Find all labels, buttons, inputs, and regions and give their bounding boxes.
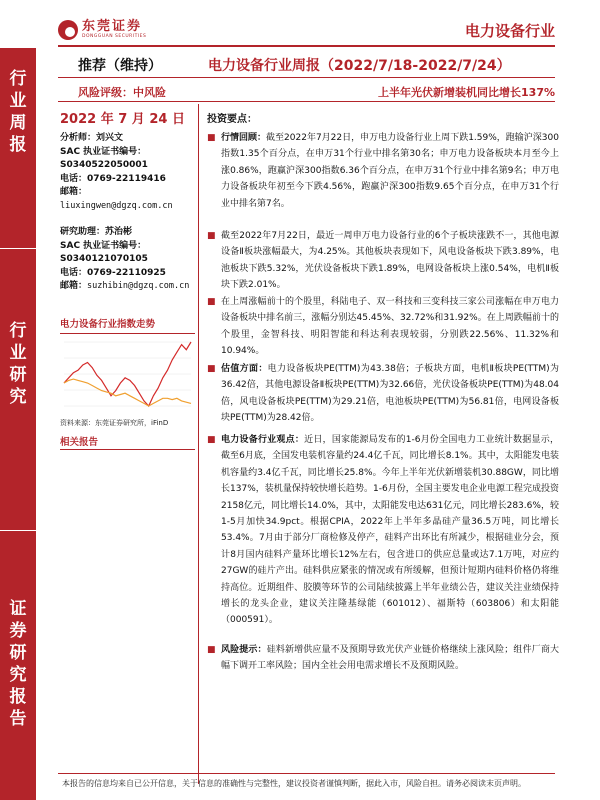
title-divider [58,77,555,78]
key-point-stocks [207,294,559,360]
chart-title: 电力设备行业指数走势 [60,319,156,330]
key-point-valuation [207,361,559,427]
page-header [0,0,600,48]
report-date: 2022 年 7 月 24 日 [60,112,185,127]
sidebar [0,48,36,800]
logo-name-en: DONGGUAN SECURITIES [82,34,147,40]
bullet-icon: ■ [207,435,216,445]
sidebar-section-weekly [0,68,36,156]
sidebar-char: 周 [9,113,27,133]
point-text: 截至2022年7月22日，申万电力设备行业上周下跌1.59%，跑输沪深300指数1.35个百分点，在申万31个行业中排名第30名；申万电力设备板块本月至今上涨0.86%，跑赢沪深300指数6.36个百分点，在申万31个行业中排名第9名；申万电力设备板块年初至今下跌4.56%，跑赢沪深300指数9.65个百分点，在申万31个行业中排名第7名。 [221,133,559,209]
company-logo [58,20,146,40]
index-trend-chart [60,336,195,414]
point-text: 近日，国家能源局发布的1-6月份全国电力工业统计数据显示，截至6月底，全国发电装机容量约24.4亿千瓦，同比增长8.1%。其中，太阳能发电装机容量约3.4亿千瓦，同比增长25.8%。今年上半年光伏新增装机30.88GW，同比增长137%，装机量保持较快增长趋势。1-6月份，全国主要发电企业电源工程完成投资2158亿元，同比增长14.0%，其中，太阳能发电达631亿元，同比增长283.6%，较1-5月加快34.9pct。根据CPIA，2022年上半年多晶硅产量36.5万吨，同比增长53.4%。7月由于部分厂商检修及停产，硅料产出环比有所减少，根据硅业分会，预计8月国内硅料产量环比增长12%左右，包含进口的供应总量或达7.1万吨，对应约27GW的硅片产出。硅料供应紧张的情况或有所缓解，但预计短期内硅料价格仍将维持高位。近期组件、胶膜等环节的公司陆续披露上半年业绩公告，建议关注业绩保持增长的龙头企业，建议关注隆基绿能（601012）、福斯特（603806）和太阳能（000591）。 [221,435,559,626]
analyst-cert: S0340522050001 [60,160,148,170]
analyst-email-label: 邮箱： [60,187,88,197]
report-subtitle: 上半年光伏新增装机同比增长137% [378,86,555,99]
bullet-icon: ■ [207,231,216,241]
sidebar-char: 行 [9,321,27,341]
key-point-risk [207,642,559,675]
bullet-icon: ■ [207,297,216,307]
sidebar-char: 究 [9,387,27,407]
header-divider [58,45,555,47]
related-reports-title: 相关报告 [60,437,99,448]
bullet-icon: ■ [207,133,216,143]
key-point-industry-view [207,432,559,629]
footer-disclaimer: 本报告的信息均来自已公开信息，关于信息的准确性与完整性，建议投资者谨慎判断，据此入市，风险自担。请务必阅读末页声明。 [62,779,526,788]
point-text: 硅料新增供应量不及预期导致光伏产业链价格继续上涨风险；组件厂商大幅下调开工率风险；国内全社会用电需求增长不及预期风险。 [221,645,559,672]
bullet-icon: ■ [207,364,216,374]
bullet-icon: ■ [207,645,216,655]
point-text: 在上周涨幅前十的个股里，科陆电子、双一科技和三变科技三家公司涨幅在申万电力设备板块中排名前三，涨幅分别达45.45%、32.72%和31.92%。在上周跌幅前十的个股里，金智科技、明阳智能和科达利表现较弱，分别跌22.56%、11.32%和10.94%。 [221,297,559,357]
point-text: 电力设备板块PE(TTM)为43.38倍；子板块方面，电机Ⅱ板块PE(TTM)为36.42倍，其他电源设备Ⅱ板块PE(TTM)为32.66倍，光伏设备板块PE(TTM)为48.04倍，风电设备板块PE(TTM)为29.21倍，电池板块PE(TTM)为56.81倍，电网设备板块PE(TTM)为28.42倍。 [221,364,559,424]
sidebar-char: 券 [9,621,27,641]
chart-plot-area [60,336,195,414]
key-point-subsectors [207,228,559,294]
sidebar-section-research [0,320,36,408]
sidebar-section-report [0,598,36,730]
key-point-market-review [207,130,559,212]
assistant-name: 研究助理：苏治彬 [60,227,133,237]
index-trend-svg [60,336,195,414]
assistant-cert: S0340121070105 [60,254,148,264]
sidebar-char: 证 [9,599,27,619]
recommendation-rating: 推荐（维持） [78,58,162,74]
subtitle-divider [58,101,555,102]
industry-title: 电力设备行业 [464,22,555,40]
sidebar-divider [0,248,36,249]
sidebar-char: 业 [9,343,27,363]
key-points-heading: 投资要点： [207,114,257,125]
related-reports-divider [60,449,195,450]
point-lead: 电力设备行业观点： [221,435,305,445]
sidebar-char: 研 [9,643,27,663]
analyst-info-assistant [60,226,189,294]
sidebar-char: 报 [9,687,27,707]
sidebar-divider [0,530,36,531]
chart-source: 资料来源：东莞证券研究所，iFinD [60,419,169,427]
sidebar-char: 业 [9,91,27,111]
analyst-cert-label: SAC 执业证书编号： [60,146,147,157]
report-title: 电力设备行业周报（2022/7/18-2022/7/24） [208,58,511,74]
risk-rating: 风险评级：中风险 [78,86,166,99]
logo-icon [58,20,78,40]
point-lead: 行情回顾： [221,133,267,143]
logo-name-cn: 东莞证券 [82,19,143,35]
analyst-email[interactable]: liuxingwen@dgzq.com.cn [60,200,173,211]
chart-title-divider [60,333,195,334]
analyst-name: 分析师：刘兴文 [60,133,124,143]
point-text: 截至2022年7月22日，最近一周申万电力设备行业的6个子板块涨跌不一，其他电源设备Ⅱ板块涨幅最大，为4.25%。其他板块表现如下，风电设备板块下跌3.89%，电池板块下跌5.32%，光伏设备板块下跌1.89%，电网设备板块上涨0.54%，电机Ⅱ板块下跌2.01%。 [221,231,559,291]
sidebar-char: 研 [9,365,27,385]
assistant-cert-label: SAC 执业证书编号： [60,240,147,251]
footer-divider [58,773,555,774]
sidebar-char: 告 [9,709,27,729]
sidebar-char: 行 [9,69,27,89]
sidebar-char: 报 [9,135,27,155]
point-lead: 估值方面： [221,364,268,374]
analyst-info-primary [60,132,173,213]
assistant-phone: 电话：0769-22110925 [60,267,166,278]
assistant-email[interactable]: suzhibin@dgzq.com.cn [87,281,190,291]
point-lead: 风险提示： [221,645,267,655]
analyst-phone: 电话：0769-22119416 [60,173,166,184]
assistant-email-label: 邮箱： [60,281,88,291]
sidebar-char: 究 [9,665,27,685]
column-divider [198,104,199,784]
